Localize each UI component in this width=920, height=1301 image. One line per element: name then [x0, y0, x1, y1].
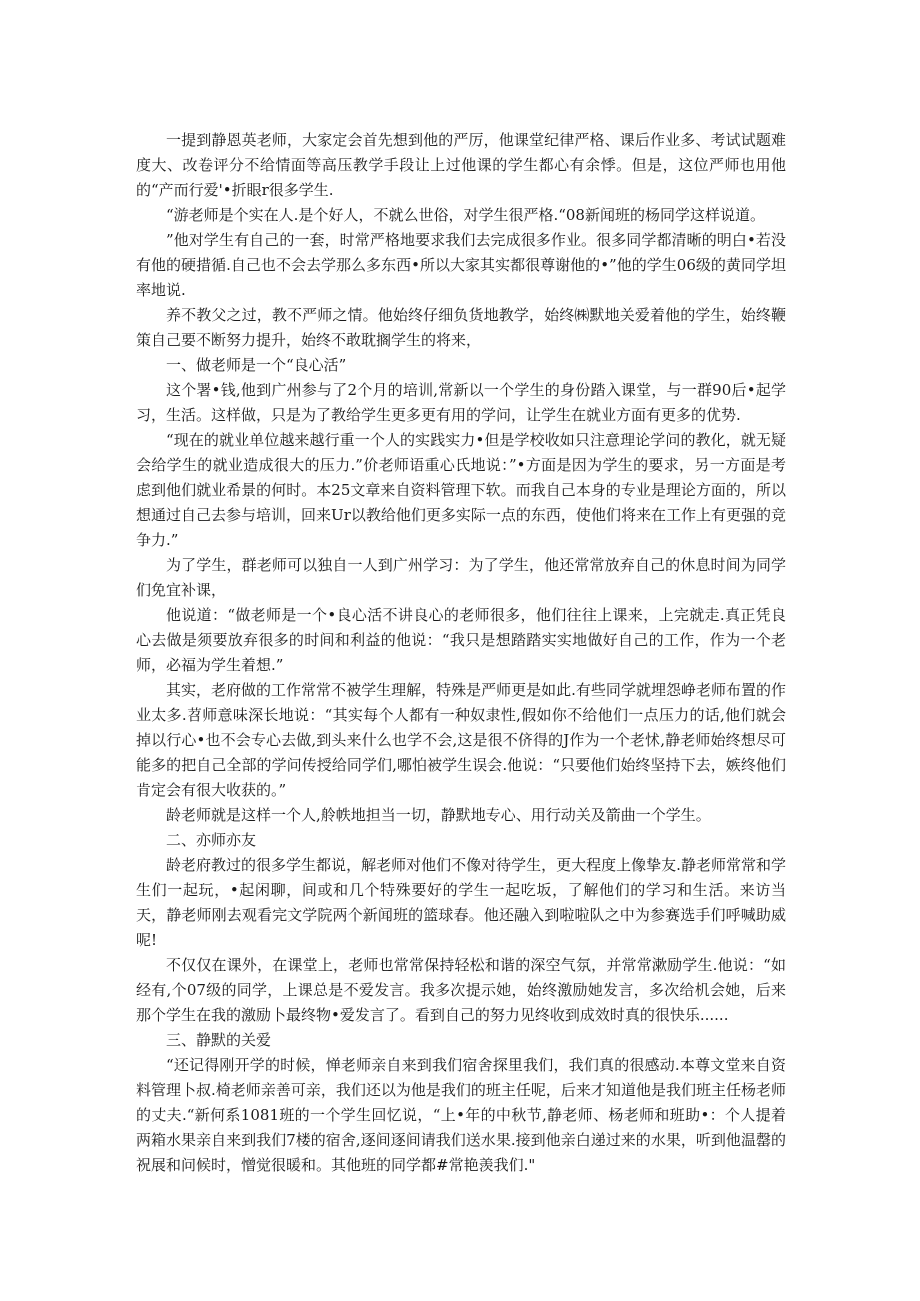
paragraph-intro: 一提到静恩英老师，大家定会首先想到他的严厉，他课堂纪律严格、课后作业多、考试试题难度大、改卷评分不给情面等高压教学手段让上过他课的学生都心有余悸。但是，这位严师也用他的“产而行爱'•折眼r很多学生.: [136, 131, 786, 199]
paragraph-conscience: 他说道：“做老师是一个•良心活不讲良心的老师很多，他们往往上课来，上完就走.真正凭良心去做是须要放弃很多的时间和利益的他说：“我只是想踏踏实实地做好自己的工作，作为一个老师，必福为学生着想.”: [136, 606, 786, 674]
paragraph-summary: 养不教父之过，教不严师之情。他始终仔细负货地教学，始终㈱默地关爱着他的学生，始终鞭策自己要不断努力提升，始终不敢耽搁学生的将来，: [136, 306, 786, 349]
section-heading-3: 三、静默的关爱: [166, 1031, 272, 1049]
paragraph-classroom: 不仅仅在课外，在课堂上，老师也常常保持轻松和谐的深空气氛，并常常漱励学生.他说：“如经有,个07级的同学，上课总是不爱发言。我多次提示她，始终激励她发言，多次给机会她，后来那个学生在我的激励卜最终物•爱发言了。看到自己的努力见终收到成效时真的很快乐......: [136, 956, 786, 1024]
paragraph-friend: 龄老府教过的很多学生都说，解老师对他们不像对待学生，更大程度上像挚友.静老师常常和学生们一起玩，•起闲聊，间或和几个特殊要好的学生一起吃坂，了解他们的学习和生活。来访当天，静老师刚去观看完文学院两个新闻班的篮球春。他还融入到啦啦队之中为参赛选手们呼喊助威呢!: [136, 856, 786, 949]
paragraph-care: “还记得刚开学的时候，惮老师亲自来到我们宿舍探里我们，我们真的很感动.本尊文堂来自资料管理卜叔.椅老师亲善可亲，我们还以为他是我们的班主任呢，后来才知道他是我们班主任杨老师的丈夫.“新何系1081班的一个学生回忆说，“上•年的中秋节,静老师、杨老师和班助•：个人提着两箱水果亲自来到我们7楼的宿舍,逐间逐间请我们送水果.接到他亲白递过来的水果，听到他温罄的祝展和问候时，憎觉很暖和。其他班的同学都#常艳羡我们.": [136, 1056, 786, 1174]
paragraph-quote-yang: “游老师是个实在人.是个好人，不就么世俗，对学生很严格.“08新闻班的杨同学这样说道。: [166, 206, 765, 224]
paragraph-character: 龄老师就是这样一个人,舲帙地担当一切，静默地专心、用行动关及箭曲一个学生。: [166, 806, 711, 824]
article-body: [136, 128, 786, 1178]
paragraph-training: 这个署•钱,他到广州参与了2个月的培训,常新以一个学生的身份踏入课堂，与一群90后•起学习，生活。这样做，只是为了教给学生更多更有用的学问，让学生在就业方面有更多的优势.: [136, 381, 786, 424]
paragraph-for-students: 为了学生，群老师可以独自一人到广州学习：为了学生，他还常常放弃自己的休息时间为同学们免宜补课，: [136, 556, 786, 599]
paragraph-quote-huang: ”他对学生有自己的一套，时常严格地要求我们去完成很多作业。很多同学都清晰的明白•若没有他的硬措循.自己也不会去学那么多东西•所以大家其实都很尊谢他的•”他的学生06级的黄同学坦率地说.: [136, 231, 786, 299]
section-heading-1: 一、做老师是一个“良心活”: [166, 356, 347, 374]
paragraph-employment: “现在的就业单位越来越行重一个人的实践实力•但是学校收如只注意理论学问的教化，就无疑会给学生的就业造成很大的压力.”价老师语重心氏地说：”•方面是因为学生的要求，另一方面是考虑到他们就业希景的何时。本25文章来自资料管理下软。而我自己本身的专业是理论方面的，所以想通过自己去参与培训，回来Ur以教给他们更多实际一点的东西，使他们将来在工作上有更强的竞争力.”: [136, 431, 786, 549]
section-heading-2: 二、亦师亦友: [166, 831, 257, 849]
paragraph-strict-teacher: 其实，老府做的工作常常不被学生理解，特殊是严师更是如此.有些同学就埋怨峥老师布置的作业太多.苕师意味深长地说：“其实每个人都有一种奴隶性,假如你不给他们一点压力的话,他们就会掉以行心•也不会专心去做,到头来什么也学不会,这是很不侪得的J作为一个老怵,静老师始终想尽可能多的把自己全部的学问传授给同学们,哪怕被学生误会.他说：“只要他们始终坚持下去，嫉终他们肯定会有很大收获的。”: [136, 681, 786, 799]
